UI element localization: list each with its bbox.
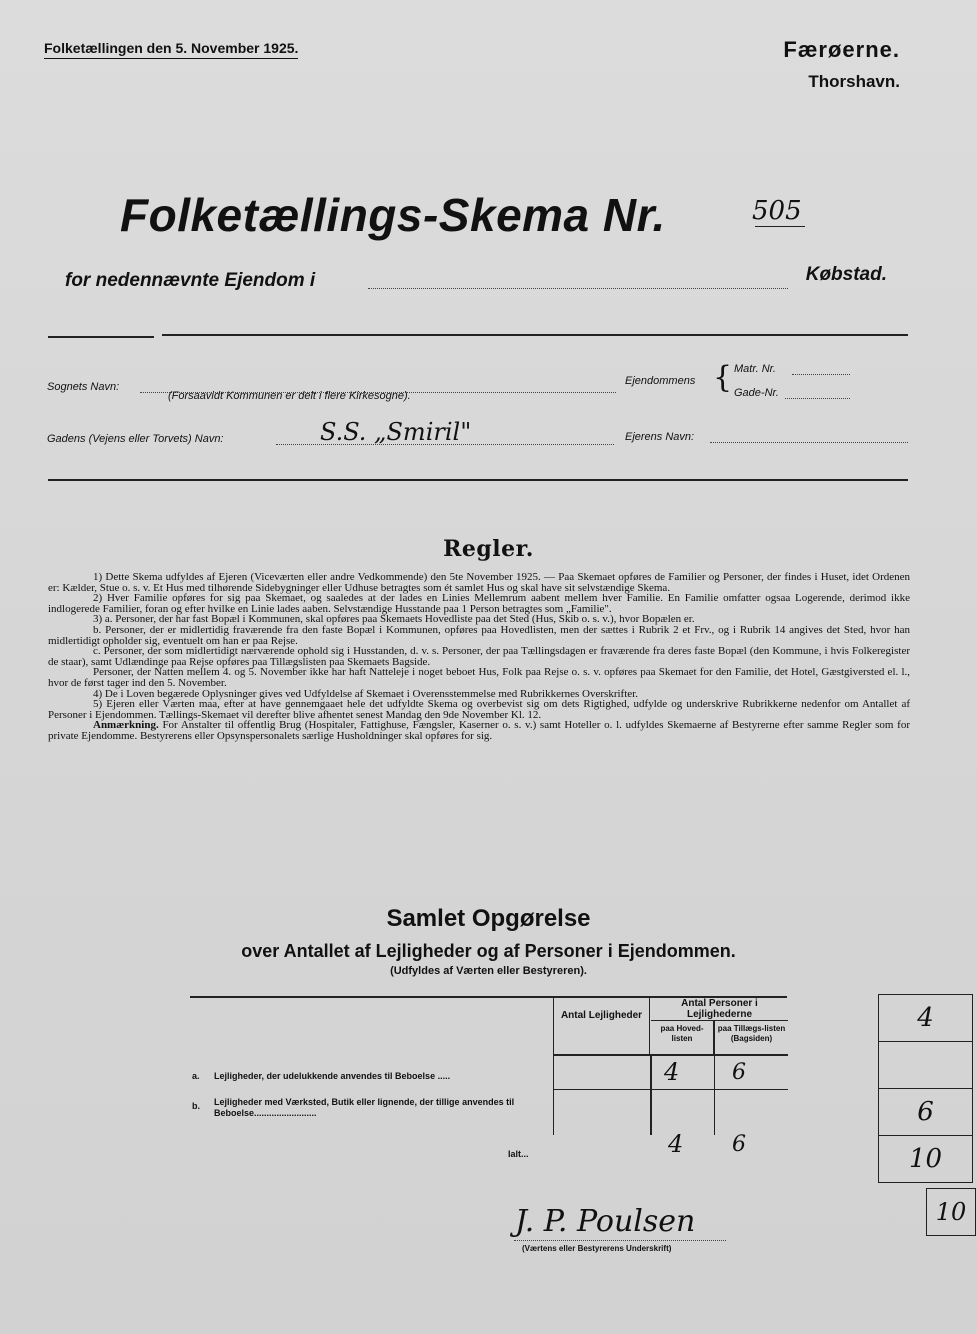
side-box-cell: 6 (879, 1089, 973, 1136)
side-box-cell: 10 (879, 1136, 973, 1183)
col-header-antal-lejligheder: Antal Lejligheder (554, 998, 650, 1054)
rule-3c: c. Personer, der som midlertidigt nærværende ophold sig i Husstanden, d. v. s. Personer, der paa Tællingsdagen er fraværende fra deres faste Bopæl (den Kommune, i hvis Folkeregister de staar), samt Udlændinge paa Rejse opføres paa Tillægslisten paa Skemaets Bagside. (48, 645, 910, 668)
rule-2: 2) Hver Familie opføres for sig paa Skemaet, og saaledes at der lades en Linies Mellemrum aabent mellem hver Familie. En Familie omfatter ogsaa Logerende, derimod ikke indlogerede Familier, foran og efter hvilke en Linie lades aaben. Selvstændige Husstande paa 1 Person betragtes som „Familie". (48, 592, 910, 615)
rule-3b: b. Personer, der er midlertidig fraværende fra den faste Bopæl i Kommunen, opføres paa Hovedlisten, men der sættes i Rubrik 2 et Frv., og i Rubrik 14 angives det Sted, hvor han midlertidigt opholder sig, eventuelt om han er paa Rejse. (48, 623, 910, 647)
summary-note: (Udfyldes af Værten eller Bestyreren). (390, 965, 587, 977)
rule-1: 1) Dette Skema udfyldes af Ejeren (Viceværten eller andre Vedkommende) den 5te November 1925. — Paa Skemaet opføres de Familier og Personer, der findes i Huset, idet Ordenen er: Kælder, Stue o. s. v. Et Hus med tilhørende Sidebygninger eller Udhuse betragtes som ét samlet Hus og skal have sit selvstændige Skema. (48, 571, 910, 594)
col-header-tillaegslisten: paa Tillægs-listen (Bagsiden) (717, 1024, 786, 1043)
col-rule (650, 1054, 652, 1135)
annotation-text: For Anstalter til offentlig Brug (Hospitaler, Fattighuse, Fængsler, Kaserner o. s. v.) samt Hoteller o. l. udfyldes Skemaerne af Bestyrerne efter samme Regler som for private Ejendomme. Bestyrerens eller Opsynspersonalets særlige Husholdninger skal opføres for sig. (48, 719, 910, 742)
rule-5: 5) Ejeren eller Værten maa, efter at have gennemgaaet hele det udfyldte Skema og overbevist sig om dets Rigtighed, udfylde og underskrive Rubrikkerne nedenfor om Antallet af Personer i Ejendommen. Tællings-Skemaet vil derefter blive afhentet senest Mandag den 9de November Kl. 12. (48, 698, 910, 721)
row-a-hoved-value: 4 (664, 1058, 680, 1086)
ejendom-label: Ejendommens (625, 375, 696, 387)
signature-caption: (Værtens eller Bestyrerens Underskrift) (522, 1244, 672, 1253)
col-rule (714, 1021, 715, 1135)
region-header: Færøerne. (783, 37, 900, 62)
census-date-header: Folketællingen den 5. November 1925. (44, 40, 298, 59)
side-box-extra: 10 (926, 1188, 976, 1236)
ialt-label: Ialt... (508, 1149, 529, 1159)
gade-label: Gadens (Vejens eller Torvets) Navn: (47, 433, 224, 445)
summary-subtitle: over Antallet af Lejligheder og af Personer i Ejendommen. (241, 941, 736, 961)
row-a-label: a. (192, 1071, 200, 1081)
town-header: Thorshavn. (808, 72, 900, 91)
matr-field-line (792, 374, 850, 375)
col-header-hovedlisten: paa Hoved-listen (651, 1021, 714, 1054)
sogn-label: Sognets Navn: (47, 381, 120, 393)
row-a-tillaeg-value: 6 (732, 1060, 746, 1085)
signature-line (514, 1240, 726, 1241)
annotation (48, 720, 910, 741)
brace-icon: { (713, 360, 733, 395)
divider (48, 479, 908, 481)
matr-label: Matr. Nr. (734, 363, 776, 375)
annotation-label: Anmærkning. (93, 719, 159, 732)
summary-title: Samlet Opgørelse (386, 905, 591, 932)
col-header-antal-personer: Antal Personer i Lejlighederne (651, 998, 788, 1021)
ejer-field-line (710, 442, 908, 443)
header-rule (554, 1054, 788, 1056)
sogn-note: (Forsaavidt Kommunen er delt i flere Kirkesogne). (168, 390, 411, 402)
property-field-line (368, 288, 788, 289)
rule-4: 4) De i Loven begærede Oplysninger gives ved Udfyldelse af Skemaet i Overensstemmelse med Rubrikkernes Overskrifter. (93, 687, 638, 700)
summary-table (553, 998, 788, 1158)
form-number-line (755, 226, 805, 227)
ialt-hoved-value: 4 (668, 1130, 684, 1158)
divider (48, 336, 154, 338)
row-a-text: Lejligheder, der udelukkende anvendes til Beboelse ..... (214, 1071, 451, 1081)
regler-title: Regler. (443, 536, 534, 562)
row-rule (554, 1089, 788, 1090)
property-label: for nedennævnte Ejendom i (65, 270, 316, 291)
side-box-cell (879, 1042, 973, 1089)
form-title: Folketællings-Skema Nr. (120, 189, 666, 241)
rule-3d: Personer, der Natten mellem 4. og 5. November ikke har haft Natteleje i noget beboet Hus, Folk paa Rejse o. s. v. opføres paa Skemaet for den Familie, det Hotel, Gæstgiversted el. l., hvor de først tager ind den 5. November. (48, 666, 910, 689)
gade-value-handwritten: S.S. „Smiril" (320, 418, 472, 446)
ejer-label: Ejerens Navn: (625, 431, 695, 443)
gade-nr-label: Gade-Nr. (734, 387, 779, 399)
gade-nr-field-line (785, 398, 850, 399)
side-box-cell: 4 (879, 995, 973, 1042)
row-b-label: b. (192, 1101, 200, 1111)
row-b-text: Lejligheder med Værksted, Butik eller lignende, der tillige anvendes til Beboelse......................... (214, 1097, 515, 1118)
kobstad-label: Købstad. (805, 264, 887, 285)
signature-handwritten: J. P. Poulsen (515, 1204, 696, 1239)
form-number-handwritten: 505 (752, 196, 802, 226)
side-tally-box (878, 994, 973, 1183)
rules-text (48, 572, 910, 742)
ialt-tillaeg-value: 6 (732, 1132, 746, 1157)
rule-3a: 3) a. Personer, der har fast Bopæl i Kommunen, skal opføres paa Skemaets Hovedliste paa det Sted (Hus, Skib o. s. v.), hvor Bopælen er. (93, 613, 695, 626)
divider (162, 334, 908, 336)
